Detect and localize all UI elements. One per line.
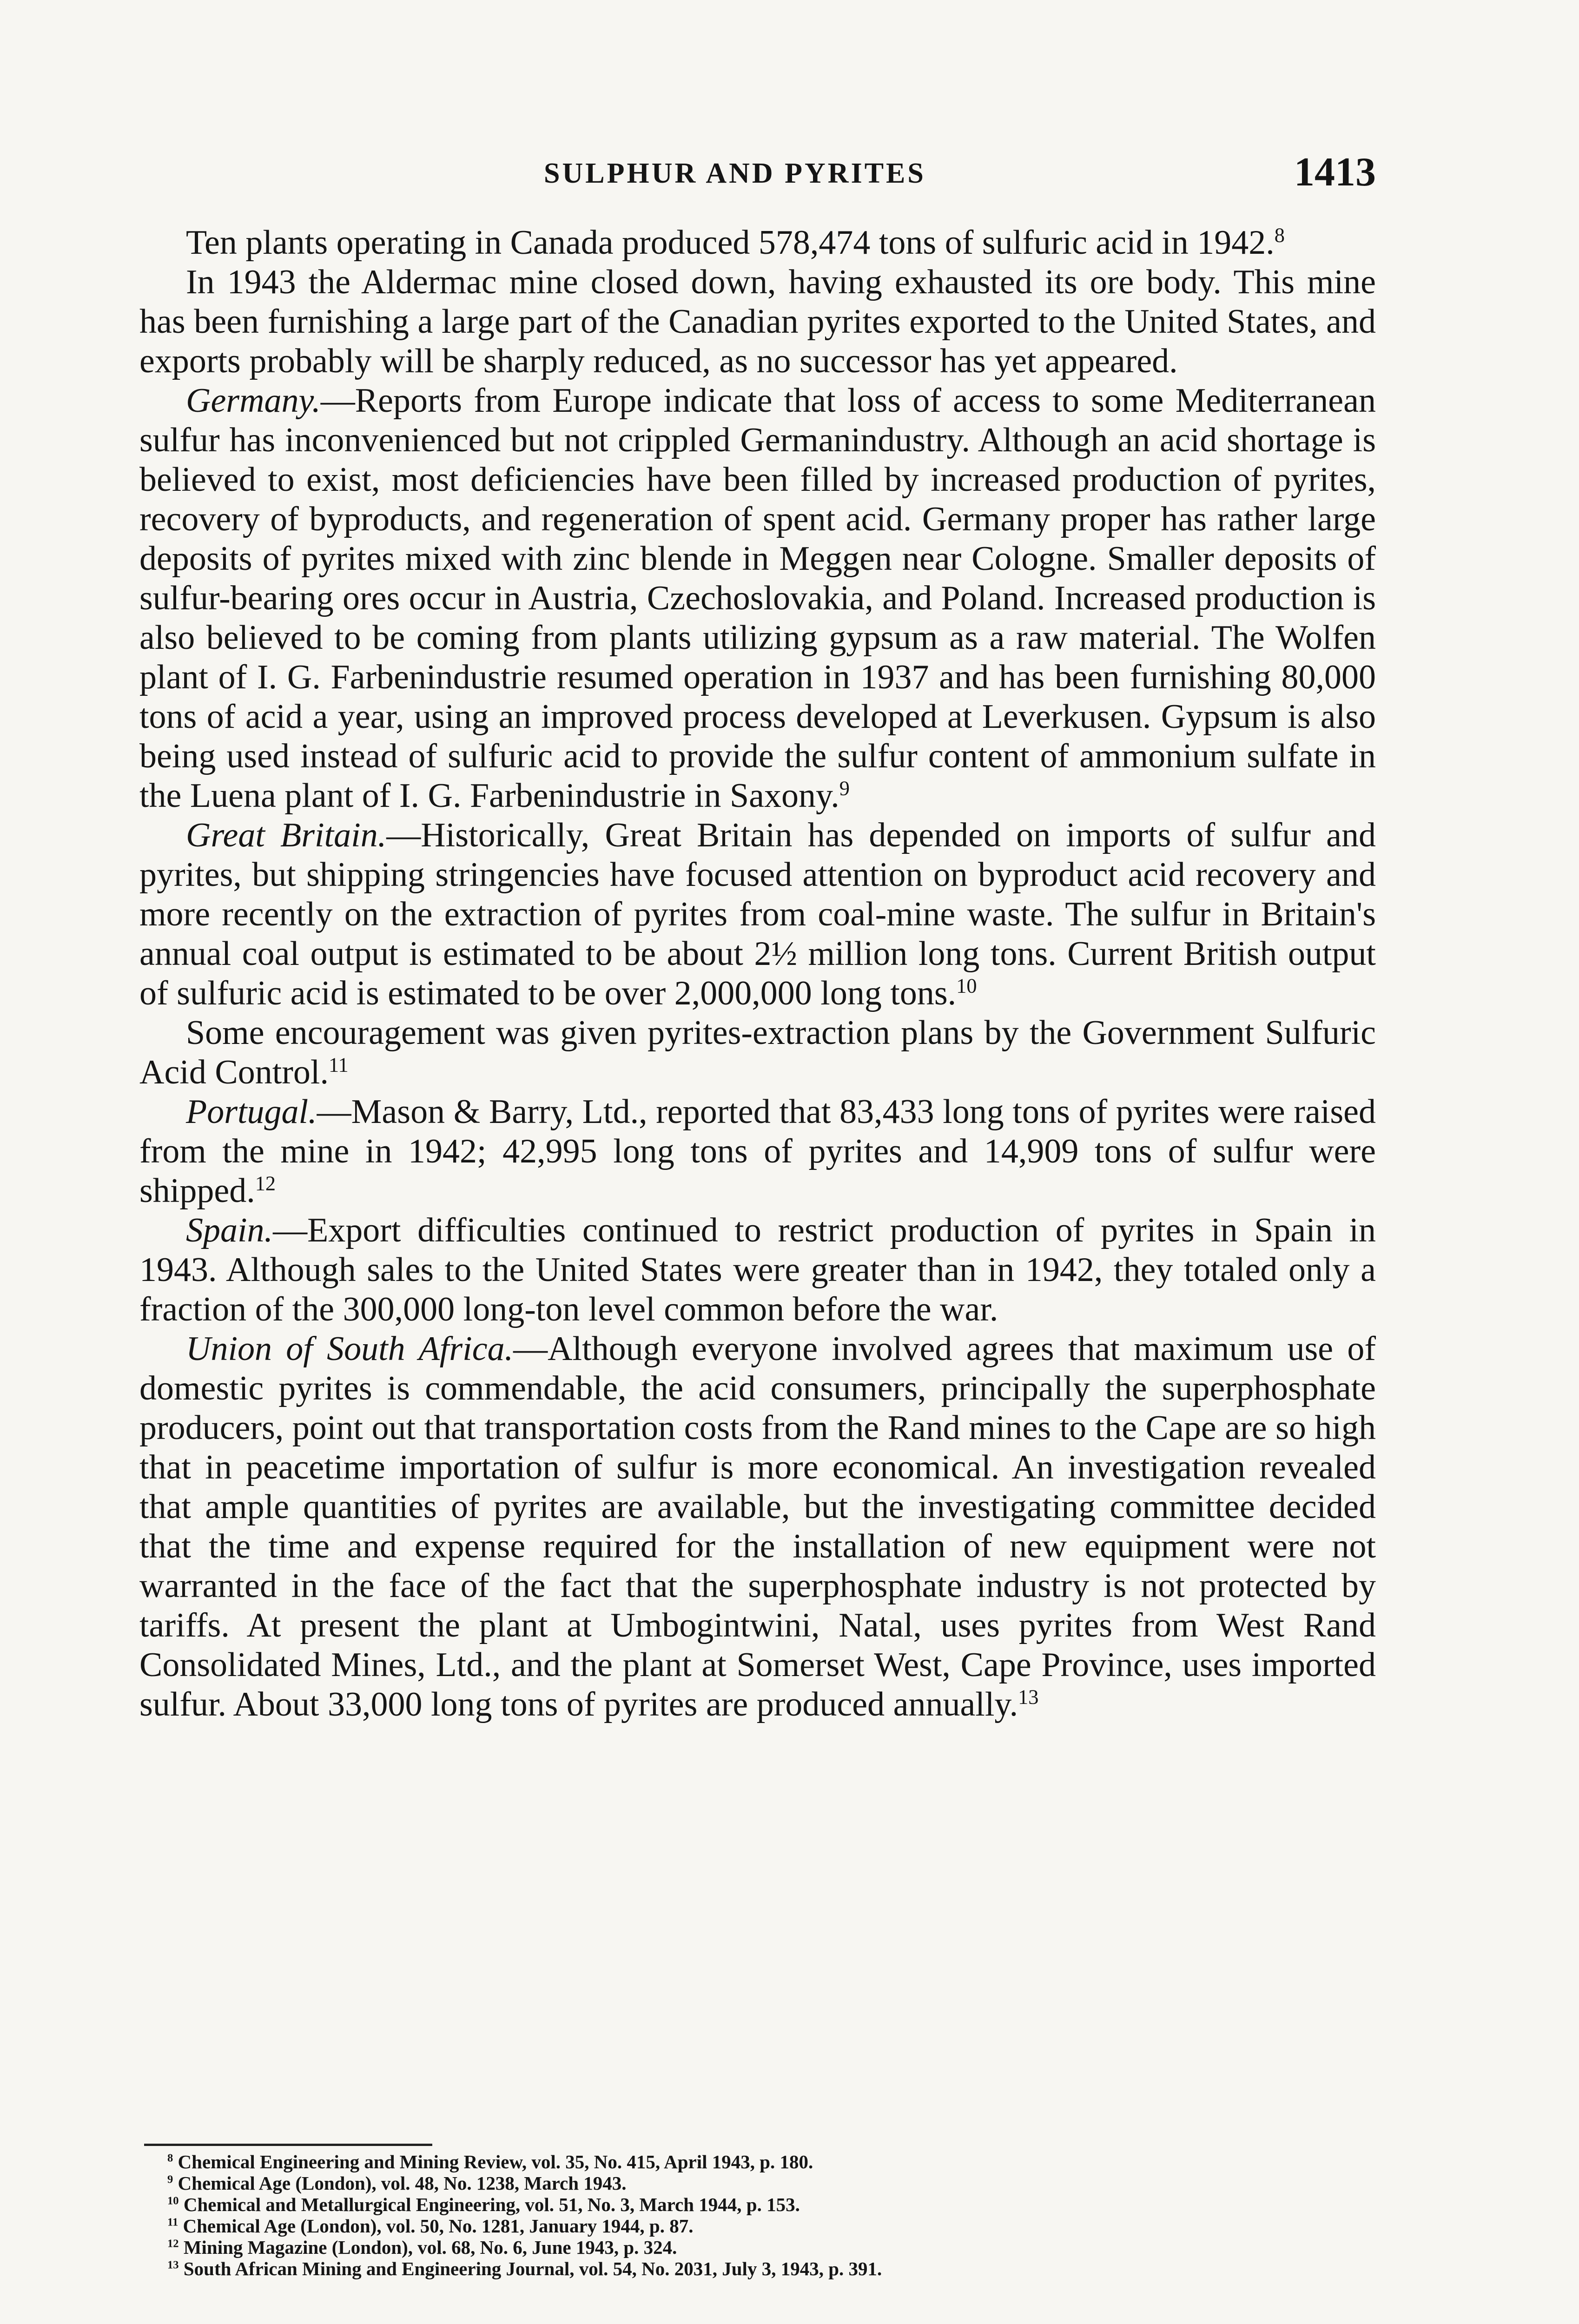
footnotes (167, 2151, 1283, 2279)
footnote (167, 2194, 1283, 2215)
paragraph-canada-acid (139, 223, 1376, 263)
paragraph-great-britain (139, 816, 1376, 1013)
page-header (181, 149, 1376, 200)
footnote (167, 2258, 1283, 2279)
footnote-ref: 8 (1274, 223, 1285, 247)
footnote-number: 13 (167, 2258, 179, 2271)
paragraph-spain (139, 1211, 1376, 1329)
footnote-text: Chemical and Metallurgical Engineering, vol. 51, No. 3, March 1944, p. 153. (183, 2194, 800, 2215)
footnote-number: 11 (167, 2216, 178, 2229)
footnote-text: South African Mining and Engineering Journal, vol. 54, No. 2031, July 3, 1943, p. 391. (183, 2258, 882, 2279)
footnote-ref: 13 (1018, 1685, 1039, 1709)
footnote-number: 12 (167, 2237, 179, 2250)
footnote (167, 2215, 1283, 2237)
paragraph-text: —Although everyone involved agrees that maximum use of domestic pyrites is commendable, the acid consumers, principally the superphosphate producers, point out that transportation costs from the Rand mines to the Cape are so high that in peacetime importation of sulfur is more economical. An investigation revealed that ample quantities of pyrites are available, but the investigating committee decided that the time and expense required for the installation of new equipment were not warranted in the face of the fact that the superphosphate industry is not protected by tariffs. At present the plant at Umbogintwini, Natal, uses pyrites from West Rand Consolidated Mines, Ltd., and the plant at Somerset West, Cape Province, uses imported sulfur. About 33,000 long tons of pyrites are produced annually. (139, 1330, 1376, 1723)
paragraph-south-africa (139, 1329, 1376, 1724)
paragraph-text: Ten plants operating in Canada produced 578,474 tons of sulfuric acid in 1942. (186, 224, 1275, 262)
running-head: SULPHUR AND PYRITES (544, 158, 926, 189)
paragraph-text: —Export difficulties continued to restrict production of pyrites in Spain in 1943. Although sales to the United States were greater than in 1942, they totaled only a fraction of the 300,000 long-ton level common before the war. (139, 1211, 1376, 1328)
footnote-number: 10 (167, 2194, 179, 2207)
paragraph-portugal (139, 1092, 1376, 1211)
footnote-text: Mining Magazine (London), vol. 68, No. 6, June 1943, p. 324. (183, 2237, 677, 2258)
footnote-ref: 9 (839, 776, 850, 800)
body-text (139, 223, 1376, 1724)
country-heading: Germany. (186, 382, 321, 420)
country-heading: Great Britain. (186, 816, 387, 854)
country-heading: Spain. (186, 1211, 273, 1249)
country-heading: Portugal. (186, 1093, 317, 1131)
footnote (167, 2172, 1283, 2194)
paragraph-text: In 1943 the Aldermac mine closed down, having exhausted its ore body. This mine has been furnishing a large part of the Canadian pyrites exported to the United States, and exports probably will be sharply reduced, as no successor has yet appeared. (139, 263, 1376, 380)
footnote-number: 8 (167, 2152, 173, 2165)
footnote (167, 2237, 1283, 2258)
footnote-text: Chemical Age (London), vol. 48, No. 1238, March 1943. (178, 2172, 627, 2194)
footnote-rule (144, 2144, 432, 2146)
country-heading: Union of South Africa. (186, 1330, 514, 1368)
page-number: 1413 (1294, 150, 1376, 195)
paragraph-text: Some encouragement was given pyrites-extraction plans by the Government Sulfuric Acid Control. (139, 1014, 1376, 1091)
footnote-number: 9 (167, 2173, 173, 2186)
paragraph-aldermac-mine (139, 263, 1376, 381)
footnote (167, 2151, 1283, 2172)
footnote-ref: 12 (255, 1171, 276, 1195)
footnote-text: Chemical Engineering and Mining Review, vol. 35, No. 415, April 1943, p. 180. (178, 2151, 813, 2172)
footnote-text: Chemical Age (London), vol. 50, No. 1281, January 1944, p. 87. (183, 2215, 694, 2237)
paragraph-government-control (139, 1013, 1376, 1092)
footnote-ref: 11 (328, 1053, 349, 1076)
footnote-ref: 10 (956, 974, 977, 997)
paragraph-text: —Mason & Barry, Ltd., reported that 83,433 long tons of pyrites were raised from the mine in 1942; 42,995 long tons of pyrites and 14,909 tons of sulfur were shipped. (139, 1093, 1376, 1210)
paragraph-text: —Reports from Europe indicate that loss of access to some Mediterranean sulfur has inconvenienced but not crippled Germanindustry. Although an acid shortage is believed to exist, most deficiencies have been filled by increased production of pyrites, recovery of byproducts, and regeneration of spent acid. Germany proper has rather large deposits of pyrites mixed with zinc blende in Meggen near Cologne. Smaller deposits of sulfur-bearing ores occur in Austria, Czechoslovakia, and Poland. Increased production is also believed to be coming from plants utilizing gypsum as a raw material. The Wolfen plant of I. G. Farbenindustrie resumed operation in 1937 and has been furnishing 80,000 tons of acid a year, using an improved process developed at Leverkusen. Gypsum is also being used instead of sulfuric acid to provide the sulfur content of ammonium sulfate in the Luena plant of I. G. Farbenindustrie in Saxony. (139, 382, 1376, 815)
paragraph-germany (139, 381, 1376, 816)
paragraph-text: —Historically, Great Britain has depended on imports of sulfur and pyrites, but shipping stringencies have focused attention on byproduct acid recovery and more recently on the extraction of pyrites from coal-mine waste. The sulfur in Britain's annual coal output is estimated to be about 2½ million long tons. Current British output of sulfuric acid is estimated to be over 2,000,000 long tons. (139, 816, 1376, 1012)
